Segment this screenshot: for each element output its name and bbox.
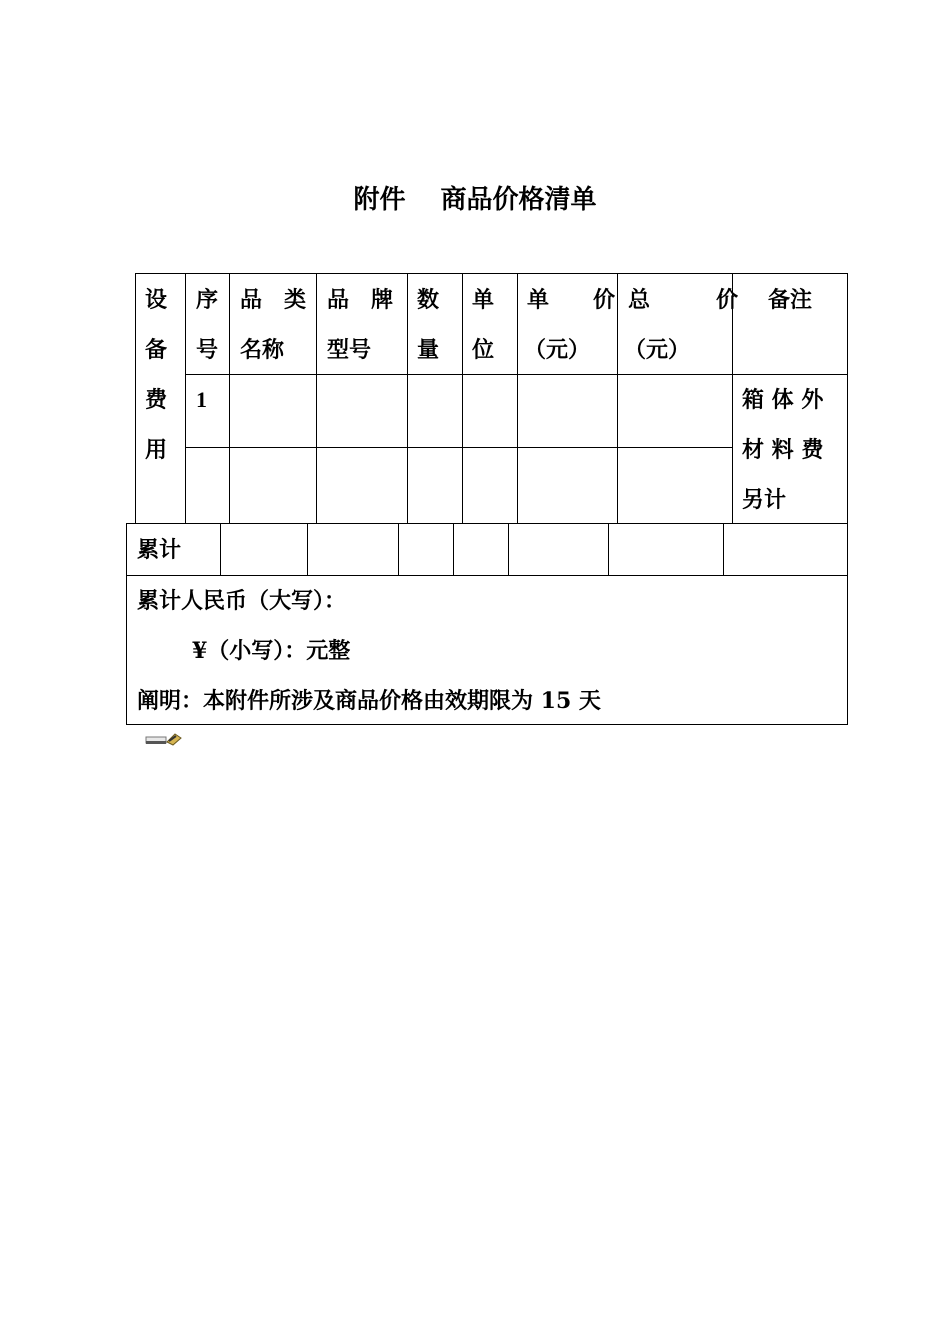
page-title: 附件 商品价格清单 <box>353 185 597 215</box>
rmb-lowercase-label: ¥（小写）：元整 <box>192 638 351 664</box>
header-quantity: 数 <box>417 287 440 313</box>
row-seq: 1 <box>196 387 207 412</box>
header-seq: 序 <box>196 287 219 313</box>
header-remark: 备注 <box>767 287 812 313</box>
header-total-price: （元） <box>624 337 691 363</box>
rmb-uppercase-label: 累计人民币（大写）： <box>137 588 347 614</box>
remark-value: 材 料 费 <box>742 437 824 463</box>
header-brand: 品 牌 <box>327 287 394 313</box>
header-category: 名称 <box>240 337 285 363</box>
side-label-char: 备 <box>145 337 168 363</box>
total-label: 累计 <box>137 537 182 563</box>
header-category: 品 类 <box>240 287 307 313</box>
remark-value: 箱 体 外 <box>742 387 824 413</box>
header-brand: 型号 <box>327 337 372 363</box>
pen-stamp-icon <box>145 726 185 740</box>
side-label-char: 用 <box>145 437 168 463</box>
header-unit-price: （元） <box>524 337 591 363</box>
header-seq: 号 <box>196 337 219 363</box>
header-unit-price: 单 价 <box>527 287 616 313</box>
header-total-price: 总 价 <box>628 287 739 313</box>
validity-note: 阐明：本附件所涉及商品价格由效期限为 15 天 <box>137 688 601 714</box>
header-quantity: 量 <box>417 337 440 363</box>
remark-value: 另计 <box>742 487 787 513</box>
header-unit: 单 <box>472 287 495 313</box>
header-unit: 位 <box>472 337 495 363</box>
side-label-char: 费 <box>145 387 168 413</box>
side-label-char: 设 <box>145 287 168 313</box>
